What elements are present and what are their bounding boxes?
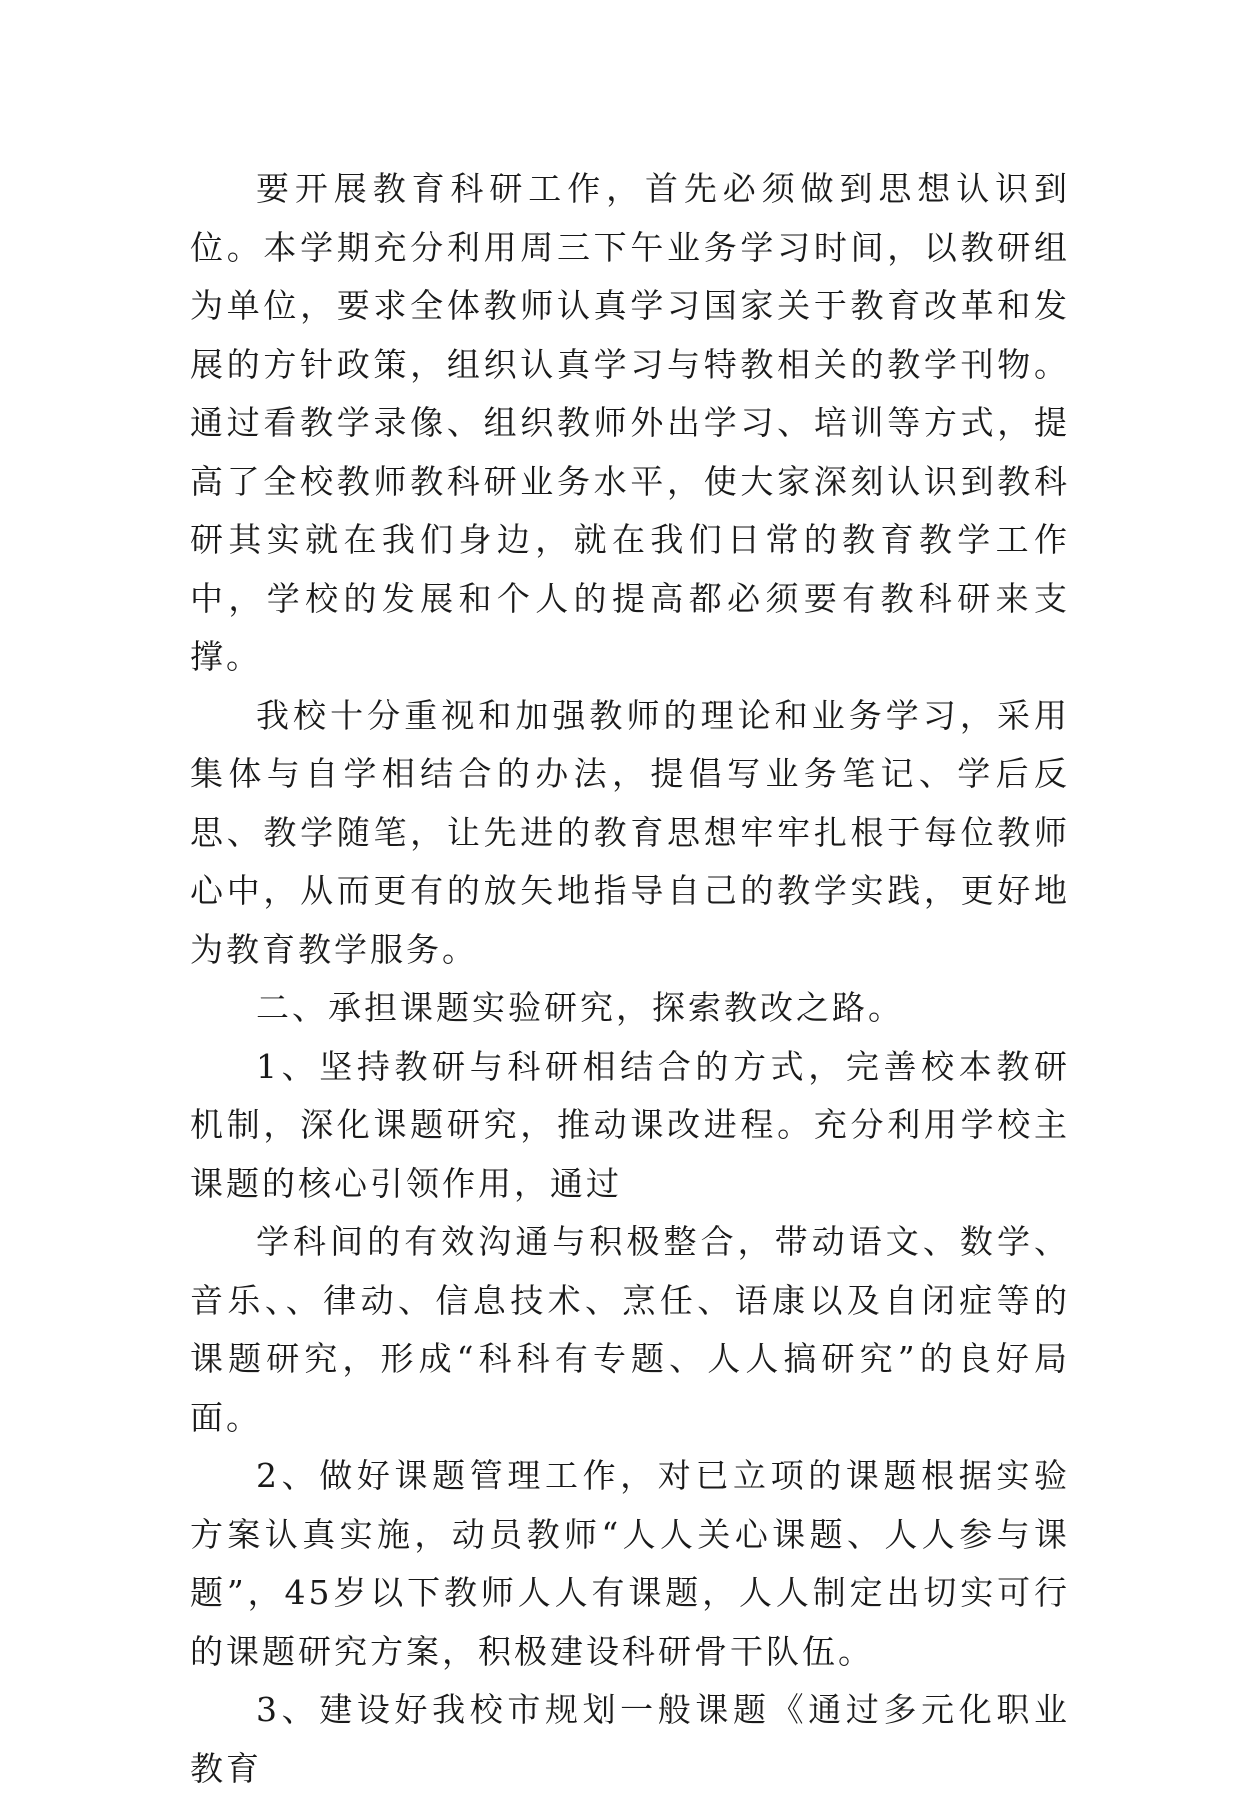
document-body [190, 160, 1070, 1798]
paragraph-item-1: 1、坚持教研与科研相结合的方式，完善校本教研机制，深化课题研究，推动课改进程。充分利用学校主课题的核心引领作用，通过 [190, 1046, 1070, 1203]
paragraph-teacher-study: 我校十分重视和加强教师的理论和业务学习，采用集体与自学相结合的办法，提倡写业务笔记、学后反思、教学随笔，让先进的教育思想牢牢扎根于每位教师心中，从而更有的放矢地指导自己的教学实践，更好地为教育教学服务。 [190, 695, 1070, 969]
paragraph-research-awareness: 要开展教育科研工作，首先必须做到思想认识到位。本学期充分利用周三下午业务学习时间，以教研组为单位，要求全体教师认真学习国家关于教育改革和发展的方针政策，组织认真学习与特教相关的教学刊物。通过看教学录像、组织教师外出学习、培训等方式，提高了全校教师教科研业务水平，使大家深刻认识到教科研其实就在我们身边，就在我们日常的教育教学工作中，学校的发展和个人的提高都必须要有教科研来支撑。 [190, 169, 1070, 676]
paragraph-item-2: 2、做好课题管理工作，对已立项的课题根据实验方案认真实施，动员教师“人人关心课题、人人参与课题”，45岁以下教师人人有课题，人人制定出切实可行的课题研究方案，积极建设科研骨干队伍。 [190, 1456, 1070, 1671]
section-heading-subject-research: 二、承担课题实验研究，探索教改之路。 [256, 988, 904, 1027]
paragraph-item-1-continued: 学科间的有效沟通与积极整合，带动语文、数学、音乐、、律动、信息技术、烹任、语康以及自闭症等的课题研究，形成“科科有专题、人人搞研究”的良好局面。 [190, 1222, 1070, 1437]
paragraph-item-3: 3、建设好我校市规划一般课题《通过多元化职业教育 [190, 1690, 1070, 1788]
